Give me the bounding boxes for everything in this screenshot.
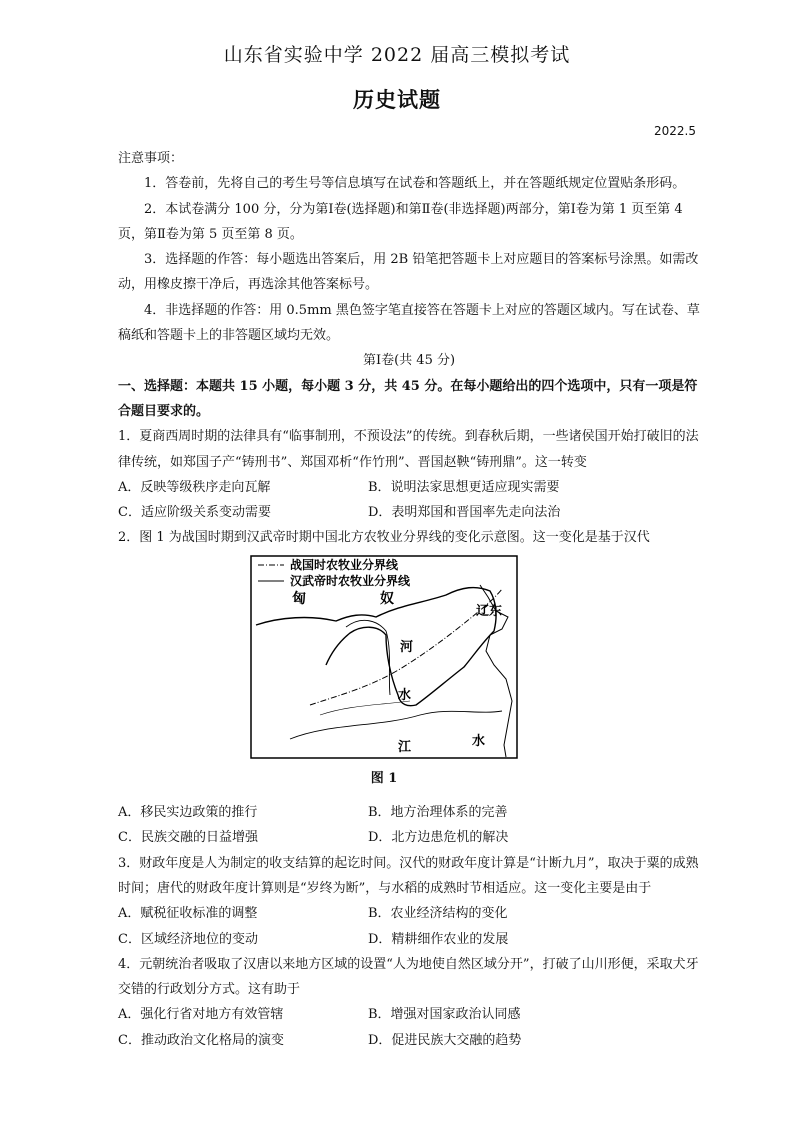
question-stem: 4．元朝统治者吸取了汉唐以来地方区域的设置“人为地使自然区域分开”，打破了山川形便，采取犬牙交错的行政划分方式。这有助于: [118, 956, 699, 998]
section-instruction: 一、选择题：本题共 15 小题，每小题 3 分，共 45 分。在每小题给出的四个选项中，只有一项是符合题目要求的。: [118, 378, 698, 419]
section-heading: 第Ⅰ卷(共 45 分): [362, 353, 456, 369]
label-shui: 水: [398, 687, 412, 703]
exam-date: 2022.5: [654, 124, 696, 138]
option-row: [118, 1028, 700, 1053]
label-shui-2: 水: [472, 733, 486, 749]
option-c: C．推动政治文化格局的演变: [118, 1032, 284, 1048]
question-stem: 3．财政年度是人为制定的收支结算的起讫时间。汉代的财政年度计算是“计断九月”，取决于粟的成熟时间；唐代的财政年度计算则是“岁终为断”，与水稻的成熟时节相适应。这一变化主要是由于: [118, 855, 699, 896]
option-a: A．赋税征收标准的调整: [118, 906, 258, 922]
notice-item: 4．非选择题的作答：用 0.5mm 黑色签字笔直接答在答题卡上对应的答题区域内。写在试卷、草稿纸和答题卡上的非答题区域均无效。: [118, 302, 700, 344]
exam-body: [118, 146, 700, 1053]
option-a: A．反映等级秩序走向瓦解: [118, 479, 271, 495]
option-row: [118, 927, 700, 952]
option-row: [118, 500, 700, 525]
label-nu: 奴: [380, 590, 394, 607]
legend-han: 汉武帝时农牧业分界线: [290, 573, 411, 588]
question-stem: 1．夏商西周时期的法律具有“临事制刑，不预设法”的传统。到春秋后期，一些诸侯国开始打破旧的法律传统，如郑国子产“铸刑书”、郑国邓析“作竹刑”、晋国赵鞅“铸刑鼎”。这一转变: [118, 429, 699, 470]
notice-item: 2．本试卷满分 100 分，分为第Ⅰ卷(选择题)和第Ⅱ卷(非选择题)两部分，第Ⅰ卷为第 1 页至第 4 页，第Ⅱ卷为第 5 页至第 8 页。: [118, 201, 683, 242]
question-stem: 2．图 1 为战国时期到汉武帝时期中国北方农牧业分界线的变化示意图。这一变化是基于汉代: [118, 530, 650, 546]
option-row: [118, 901, 700, 926]
option-a: A．强化行省对地方有效管辖: [118, 1007, 284, 1023]
exam-title: 山东省实验中学 2022 届高三模拟考试: [223, 44, 571, 66]
label-liaodong: 辽东: [476, 603, 503, 619]
option-b: B．增强对国家政治认同感: [368, 1007, 521, 1023]
notice-item: 1．答卷前，先将自己的考生号等信息填写在试卷和答题纸上，并在答题纸规定位置贴条形码。: [144, 176, 686, 192]
option-a: A．移民实边政策的推行: [118, 805, 258, 821]
label-he: 河: [400, 639, 414, 655]
option-row: [118, 825, 700, 850]
option-d: D．北方边患危机的解决: [368, 830, 509, 846]
option-c: C．区域经济地位的变动: [118, 931, 258, 947]
option-row: [118, 1002, 700, 1027]
figure-caption: 图 1: [370, 771, 398, 787]
option-d: D．表明郑国和晋国率先走向法治: [368, 505, 561, 521]
option-b: B．说明法家思想更适应现实需要: [368, 479, 560, 495]
option-b: B．地方治理体系的完善: [368, 805, 508, 821]
label-xiong: 匈: [292, 590, 306, 607]
option-row: [118, 800, 700, 825]
legend-warring-states: 战国时农牧业分界线: [290, 557, 399, 572]
farming-pastoral-boundary-map: [250, 555, 518, 759]
notice-heading: 注意事项：: [118, 151, 184, 166]
notice-item: 3．选择题的作答：每小题选出答案后，用 2B 铅笔把答题卡上对应题目的答案标号涂黑。如需改动，用橡皮擦干净后，再选涂其他答案标号。: [118, 252, 699, 293]
label-jiang: 江: [398, 739, 412, 755]
option-d: D．促进民族大交融的趋势: [368, 1032, 522, 1048]
option-row: [118, 475, 700, 500]
figure-1: [250, 555, 518, 790]
option-c: C．适应阶级关系变动需要: [118, 505, 271, 521]
option-d: D．精耕细作农业的发展: [368, 931, 509, 947]
option-b: B．农业经济结构的变化: [368, 906, 508, 922]
exam-subject-title: 历史试题: [353, 87, 441, 112]
option-c: C．民族交融的日益增强: [118, 830, 258, 846]
